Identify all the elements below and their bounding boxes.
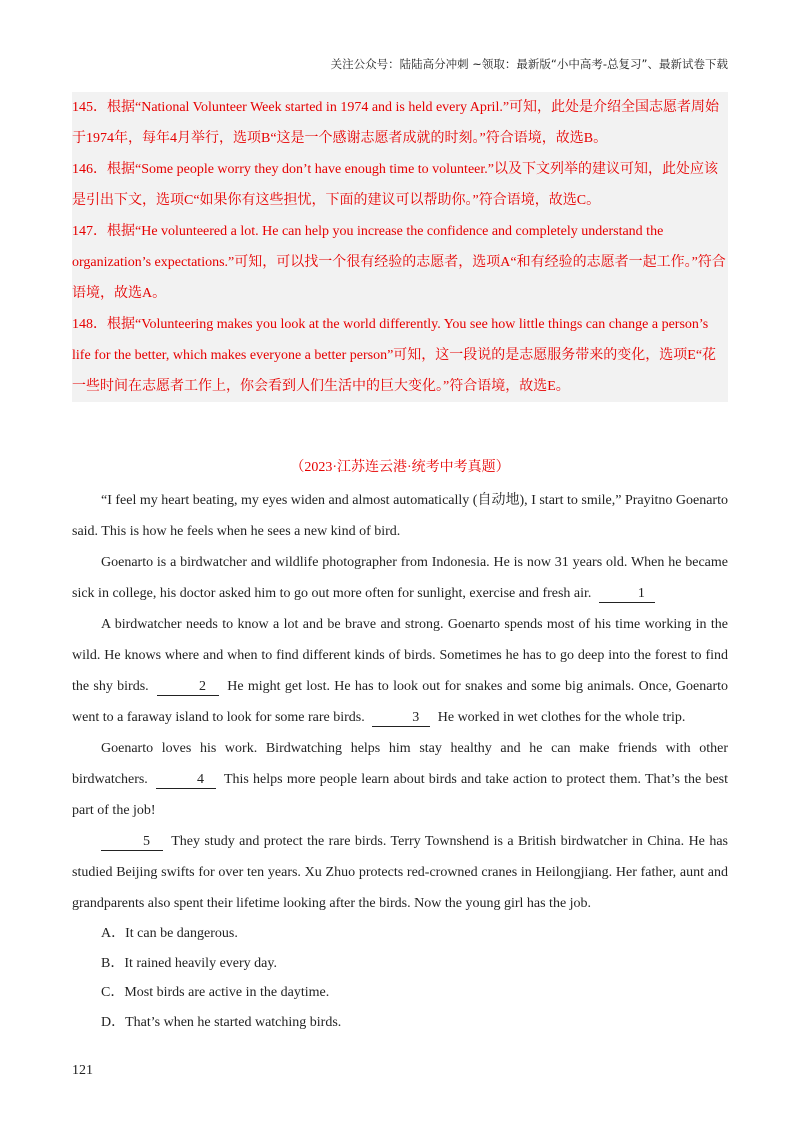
paragraph-3 [72,609,728,733]
option-c[interactable]: C．Most birds are active in the daytime. [101,985,330,1000]
paragraph-3-text-a: A birdwatcher needs to know a lot and be brave and strong. Goenarto spends most of his time working in the wild. He knows where and when to find different kinds of birds. Sometimes he has to go deep into the forest to find the shy birds. [72,617,728,694]
answer-146: 146．根据“Some people worry they don’t have enough time to volunteer.”以及下文列举的建议可知，此处应该是引出下文，选项C“如果你有这些担忧，下面的建议可以帮助你。”符合语境，故选C。 [72,162,718,208]
paragraph-2 [72,547,728,609]
paragraph-3-text-c: He worked in wet clothes for the whole trip. [437,710,686,725]
option-d[interactable]: D．That’s when he started watching birds. [101,1014,342,1030]
option-b[interactable]: B．It rained heavily every day. [101,955,277,971]
blank-3[interactable]: 3 [372,710,430,727]
answer-148: 148．根据“Volunteering makes you look at the world differently. You see how little things can change a person’s life for the better, which makes everyone a better person”可知，这一段说的是志愿服务带来的变化，选项E“花一些时间在志愿者工作上，你会看到人们生活中的巨大变化。”符合语境，故选E。 [72,317,717,394]
blank-1[interactable]: 1 [599,586,655,603]
page-number: 121 [72,1063,93,1078]
paragraph-4-text-b: This helps more people learn about birds and take action to protect them. That’s the best part of the job! [72,772,728,818]
paragraph-1: “I feel my heart beating, my eyes widen and almost automatically (自动地), I start to smile,” Prayitno Goenarto said. This is how he feels when he sees a new kind of bird. [72,493,728,539]
answer-explanations [72,92,728,402]
answer-145: 145．根据“National Volunteer Week started in 1974 and is held every April.”可知，此处是介绍全国志愿者周始于1974年，每年4月举行，选项B“这是一个感谢志愿者成就的时刻。”符合语境，故选B。 [72,100,720,146]
paragraph-5-text: They study and protect the rare birds. Terry Townshend is a British birdwatcher in China. He has studied Beijing swifts for over ten years. Xu Zhuo protects red-crowned cranes in Heilongjiang. Her father, aunt and grandparents also spent their lifetime looking after the birds. Now the young girl has the job. [72,834,728,911]
paragraph-3-text-b: He might get lost. He has to look out for snakes and some big animals. Once, Goenarto went to a faraway island to look for some rare birds. [72,679,729,725]
reading-passage [72,485,728,1037]
paragraph-2-text: Goenarto is a birdwatcher and wildlife photographer from Indonesia. He is now 31 years old. When he became sick in college, his doctor asked him to go out more often for sunlight, exercise and fresh air. [72,555,728,601]
paragraph-4-text-a: Goenarto loves his work. Birdwatching helps him stay healthy and he can make friends with other birdwatchers. [72,741,728,787]
paragraph-5 [72,826,728,919]
blank-2[interactable]: 2 [157,679,219,696]
answer-147: 147．根据“He volunteered a lot. He can help you increase the confidence and completely understand the organization’s expectations.”可知，可以找一个很有经验的志愿者，选项A“和有经验的志愿者一起工作。”符合语境，故选A。 [72,224,726,301]
blank-5[interactable]: 5 [101,834,163,851]
page-header: 关注公众号：陆陆高分冲刺 ~领取：最新版“小中高考-总复习”、最新试卷下载 [330,57,728,71]
option-a[interactable]: A．It can be dangerous. [101,926,238,941]
blank-4[interactable]: 4 [156,772,216,789]
answer-options [72,919,728,1037]
paragraph-4 [72,733,728,826]
exam-source: （2023·江苏连云港·统考中考真题） [290,460,510,475]
